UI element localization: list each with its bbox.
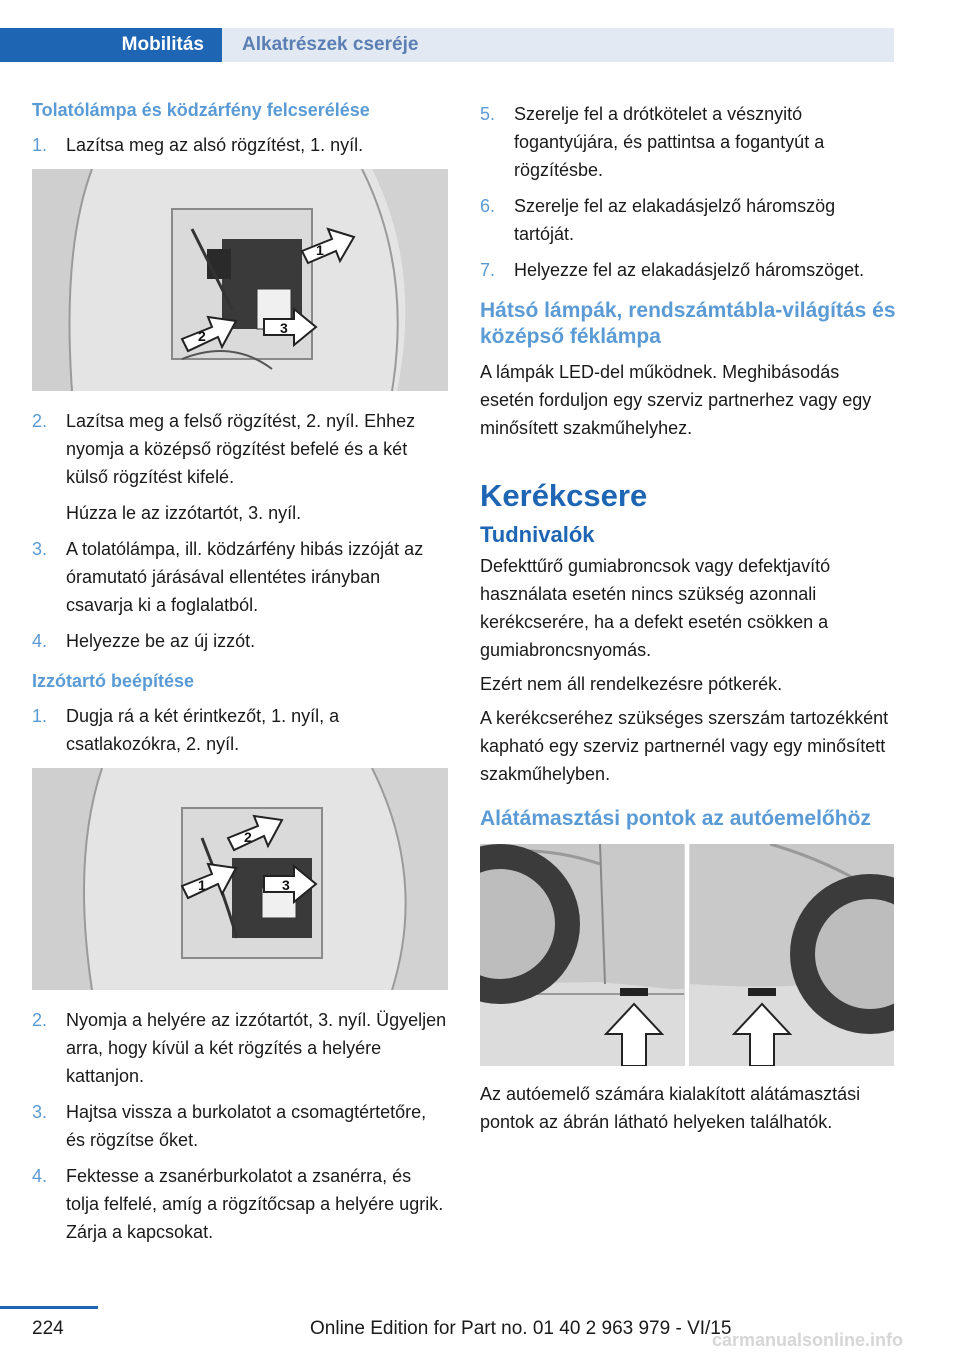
step-number: 2. [32, 411, 48, 431]
tab-mobilitas[interactable]: Mobilitás [0, 28, 222, 62]
step-text: Szerelje fel az elakadásjelző háromszög tartóját. [514, 196, 836, 244]
list-item [32, 1098, 448, 1154]
step-number: 6. [480, 196, 496, 216]
step-text: Lazítsa meg az alsó rögzítést, 1. nyíl. [66, 135, 364, 155]
step-number: 1. [32, 135, 48, 155]
step-number: 4. [32, 631, 48, 651]
section-title-install-holder: Izzótartó beépítése [32, 671, 195, 691]
heading-rear-lamps: Hátsó lámpák, rendszámtábla-világítás és középső féklámpa [480, 299, 896, 348]
figure-holder-install [32, 768, 448, 990]
heading-wheel-change: Kerékcsere [480, 478, 648, 513]
list-item [32, 407, 448, 491]
step-number: 3. [32, 539, 48, 559]
watermark: carmanualsonline.info [712, 1330, 904, 1350]
steps-list-1a [32, 131, 448, 159]
left-column [32, 100, 448, 1254]
list-item [32, 1162, 448, 1246]
step-text: Fektesse a zsanérburkolatot a zsanérra, és tolja felfelé, amíg a rögzítőcsap a helyére ugrik. Zárja a kapcsokat. [66, 1166, 444, 1242]
tab-alkatreszek[interactable]: Alkatrészek cseréje [222, 28, 894, 62]
list-item [480, 192, 896, 248]
paragraph-notes-1: Defekttűrő gumiabroncsok vagy defektjavító használata esetén nincs szükség azonnali kerékcserére, ha a defekt esetén csökken a gumiabroncsnyomás. [480, 556, 831, 660]
step-text: A tolatólámpa, ill. ködzárfény hibás izzóját az óramutató járásával ellentétes irányban csavarja ki a foglalatból. [66, 539, 424, 615]
step-number: 5. [480, 104, 496, 124]
header-tabbar [0, 28, 894, 62]
paragraph-led-lamps: A lámpák LED-del működnek. Meghibásodás esetén forduljon egy szerviz partnerhez vagy egy minősített szakműhelyhez. [480, 362, 872, 438]
step-text: Dugja rá a két érintkezőt, 1. nyíl, a csatlakozókra, 2. nyíl. [66, 706, 340, 754]
list-item [32, 535, 448, 619]
list-item [32, 131, 448, 159]
paragraph-notes-3: A kerékcseréhez szükséges szerszám tartozékként kapható egy szerviz partnernél vagy egy minősített szakműhelyben. [480, 708, 889, 784]
step-number: 1. [32, 706, 48, 726]
step-number: 4. [32, 1166, 48, 1186]
online-edition-note: Online Edition for Part no. 01 40 2 963 979 - VI/15 [310, 1318, 732, 1339]
heading-jack-points: Alátámasztási pontok az autóemelőhöz [480, 807, 871, 830]
step-text: Hajtsa vissza a burkolatot a csomagtértetőre, és rögzítse őket. [66, 1102, 427, 1150]
step-text: Szerelje fel a drótkötelet a vésznyitó fogantyújára, és pattintsa a fogantyút a rögzítésbe. [514, 104, 825, 180]
figure-jack-points [480, 844, 894, 1066]
page-number: 224 [32, 1318, 64, 1339]
figure-lamp-removal [32, 169, 448, 391]
fig1-label-3: 3 [280, 320, 288, 336]
steps-list-2b [32, 1006, 448, 1246]
list-item [480, 100, 896, 184]
paragraph-notes-2: Ezért nem áll rendelkezésre pótkerék. [480, 674, 783, 694]
heading-notes: Tudnivalók [480, 522, 595, 547]
steps-list-1c [32, 535, 448, 655]
fig2-label-2: 2 [244, 829, 252, 845]
fig2-label-1: 1 [198, 877, 206, 893]
step-extra-text: Húzza le az izzótartót, 3. nyíl. [66, 503, 302, 523]
fig1-label-1: 1 [316, 242, 324, 258]
step-text: Helyezze fel az elakadásjelző háromszöget. [514, 260, 865, 280]
step-text: Nyomja a helyére az izzótartót, 3. nyíl. Ügyeljen arra, hogy kívül a két rögzítés a helyére kattanjon. [66, 1010, 447, 1086]
steps-list-1b [32, 407, 448, 491]
step-number: 2. [32, 1010, 48, 1030]
steps-list-2a [32, 702, 448, 758]
list-item [32, 1006, 448, 1090]
step-number: 3. [32, 1102, 48, 1122]
right-column [480, 100, 896, 1142]
list-item [480, 256, 896, 284]
steps-list-right [480, 100, 896, 284]
fig1-label-2: 2 [198, 328, 206, 344]
fig2-label-3: 3 [282, 877, 290, 893]
step-text: Helyezze be az új izzót. [66, 631, 256, 651]
section-title-replace-lamp: Tolatólámpa és ködzárfény felcserélése [32, 100, 370, 120]
step-number: 7. [480, 260, 496, 280]
step-text: Lazítsa meg a felső rögzítést, 2. nyíl. Ehhez nyomja a középső rögzítést befelé és a két külső rögzítést kifelé. [66, 411, 416, 487]
list-item [32, 627, 448, 655]
footer-rule [0, 1306, 98, 1309]
list-item [32, 702, 448, 758]
paragraph-jack-points: Az autóemelő számára kialakított alátámasztási pontok az ábrán látható helyeken találhatók. [480, 1084, 861, 1132]
